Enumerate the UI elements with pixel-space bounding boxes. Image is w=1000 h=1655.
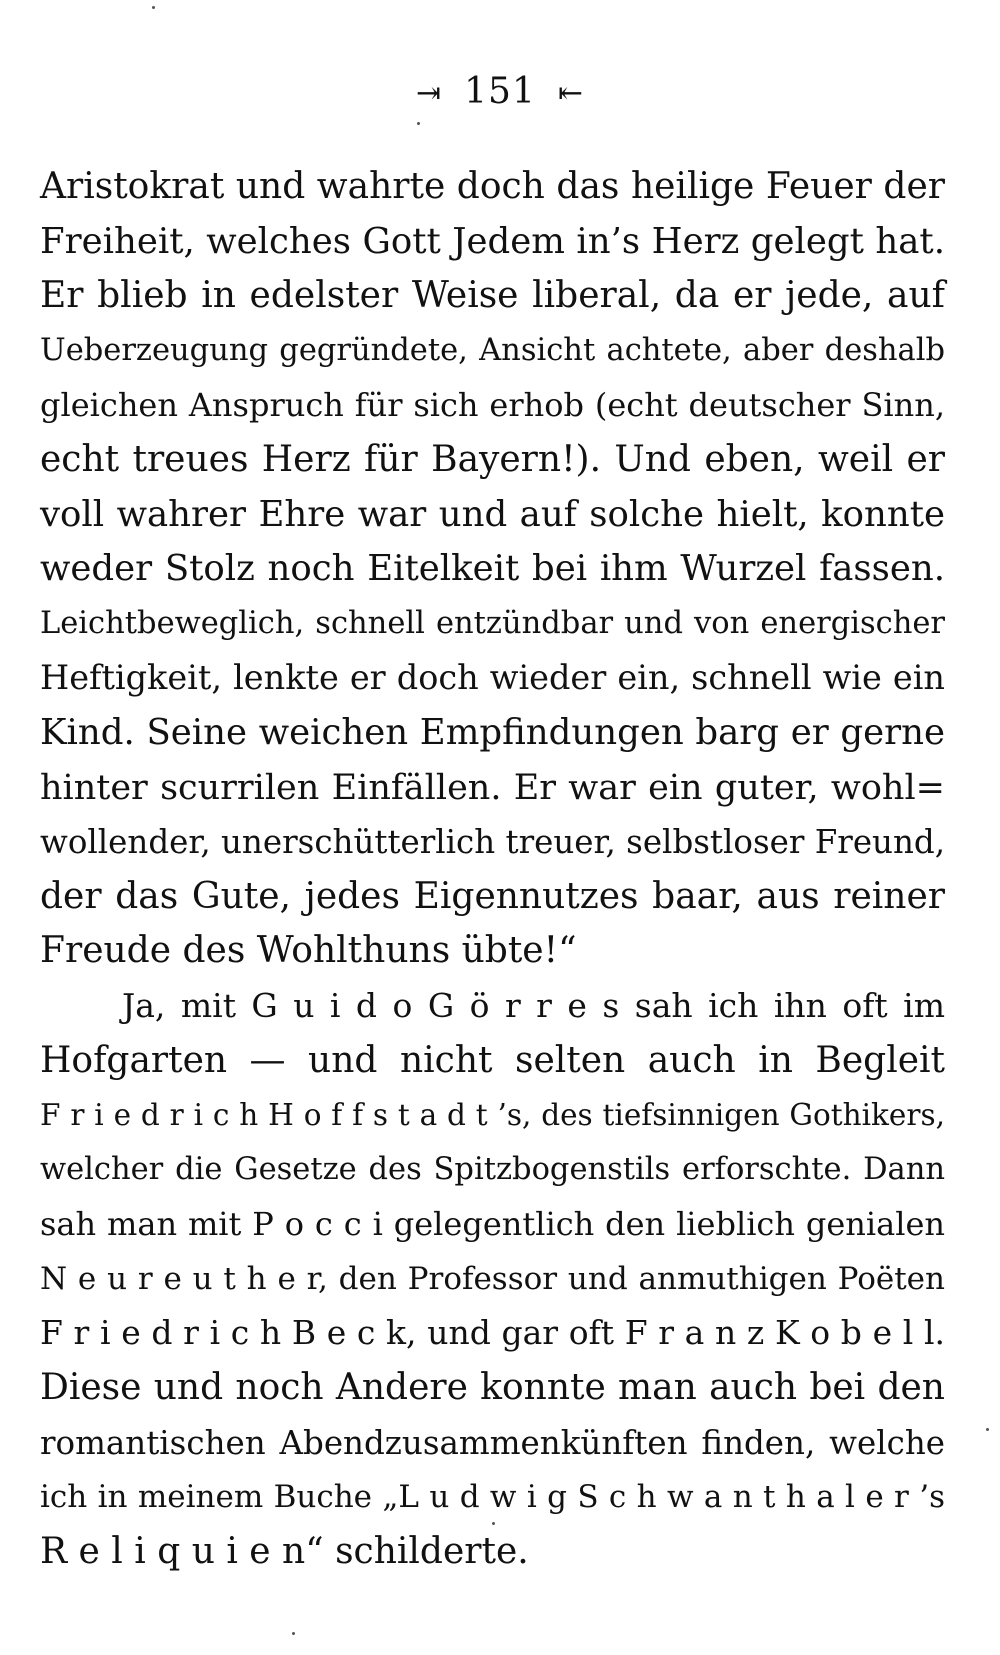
text-line: echt treues Herz für Bayern!). Und eben, weil er [40,438,945,480]
text-line: der das Gute, jedes Eigennutzes baar, aus reiner [40,875,945,917]
paper-speck [292,1632,295,1635]
page-header [0,70,1000,116]
text-line: Er blieb in edelster Weise liberal, da er jede, auf [40,275,945,317]
text-line: wollender, unerschütterlich treuer, selbstloser Freund, [40,823,946,862]
text-line: Diese und noch Andere konnte man auch bei den [40,1367,945,1409]
text-line: gleichen Anspruch für sich erhob (echt deutscher Sinn, [40,386,945,425]
left-arrow-ornament: ⇥ [416,76,443,111]
paragraph-last-line: Freude des Wohlthuns übte!“ [40,930,577,972]
body-text [40,160,945,1579]
text-line: ich in meinem Buche „L u d w i g S c h w a n t h a l e r ’s [40,1479,945,1516]
paper-speck [492,1522,495,1525]
text-line: Kind. Seine weichen Empfindungen barg er gerne [40,711,945,753]
paragraph-last-line: R e l i q u i e n“ schilderte. [40,1530,529,1572]
text-line: welcher die Gesetze des Spitzbogenstils erforschte. Dann [40,1151,945,1187]
text-line: F r i e d r i c h B e c k, und gar oft F r a n z K o b e l l. [40,1313,945,1353]
text-line: hinter scurrilen Einfällen. Er war ein guter, wohl= [40,767,945,808]
right-arrow-ornament: ⇤ [557,76,584,111]
text-line: romantischen Abendzusammenkünften finden, welche [40,1423,945,1462]
text-line: Leichtbeweglich, schnell entzündbar und von energischer [40,605,945,641]
text-line: Freiheit, welches Gott Jedem in’s Herz gelegt hat. [40,220,945,262]
paper-speck [152,6,155,9]
text-line: Heftigkeit, lenkte er doch wieder ein, schnell wie ein [40,658,945,698]
text-line: Aristokrat und wahrte doch das heilige Feuer der [40,166,945,207]
paper-speck [417,122,420,125]
text-line: F r i e d r i c h H o f f s t a d t ’s, des tiefsinnigen Gothikers, [40,1098,945,1133]
text-line: voll wahrer Ehre war und auf solche hielt, konnte [40,493,945,535]
page-number: 151 [464,71,536,112]
paper-speck [986,1428,989,1431]
text-line: Hofgarten — und nicht selten auch in Begleit [40,1039,945,1081]
text-line: weder Stolz noch Eitelkeit bei ihm Wurzel fassen. [40,548,945,590]
text-line: sah man mit P o c c i gelegentlich den lieblich genialen [40,1205,945,1244]
text-line: N e u r e u t h e r, den Professor und anmuthigen Poëten [40,1260,945,1297]
text-line: Ueberzeugung gegründete, Ansicht achtete, aber deshalb [40,332,945,368]
paragraph-first-line: Ja, mit G u i d o G ö r r e s sah ich ihn oft im [122,985,945,1025]
